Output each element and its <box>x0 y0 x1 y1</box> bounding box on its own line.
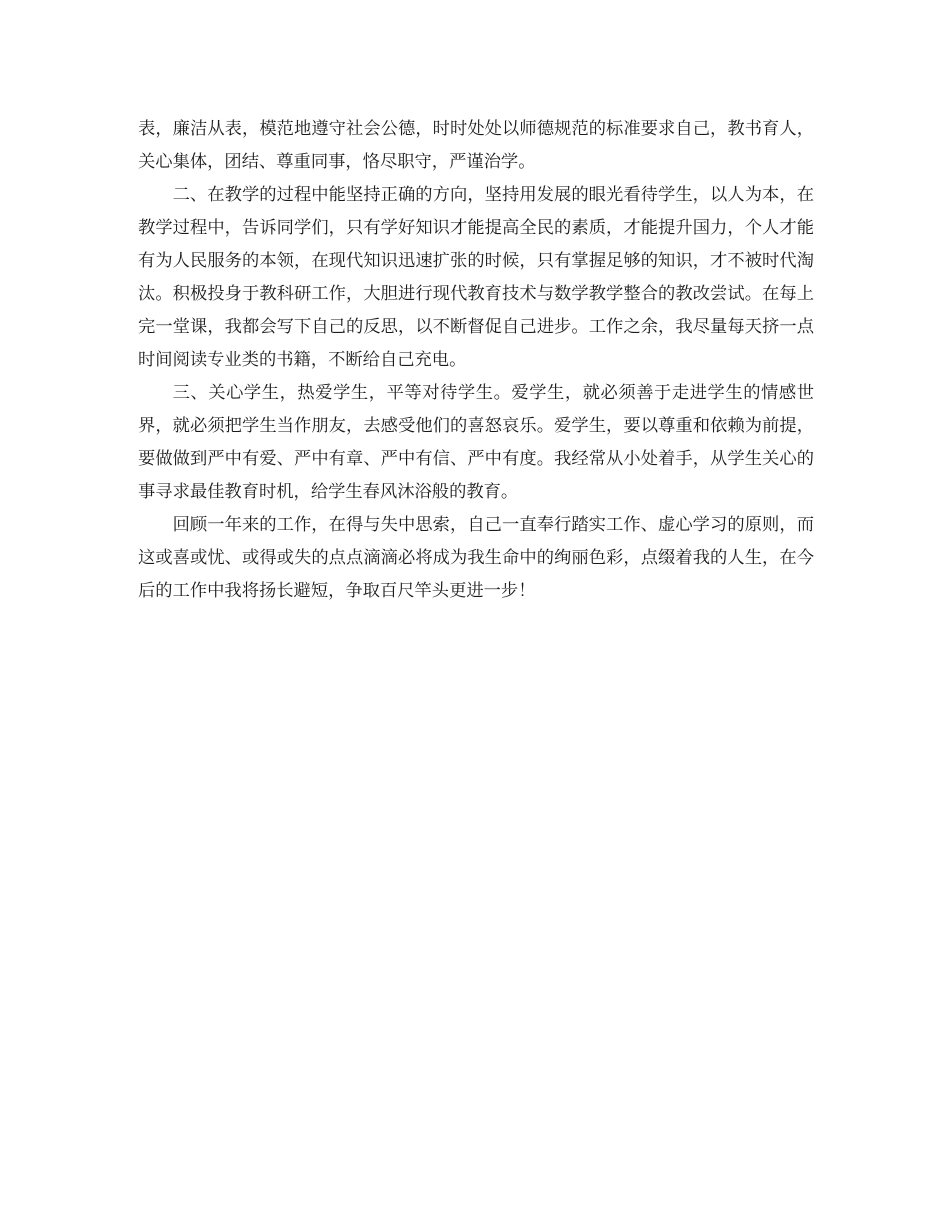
paragraph-1-continued: 表，廉洁从表，模范地遵守社会公德，时时处处以师德规范的标准要求自己，教书育人，关心集体，团结、尊重同事，恪尽职守，严谨治学。 <box>138 119 814 172</box>
paragraph-2: 二、在教学的过程中能坚持正确的方向，坚持用发展的眼光看待学生，以人为本，在教学过程中，告诉同学们，只有学好知识才能提高全民的素质，才能提升国力，个人才能有为人民服务的本领，在现代知识迅速扩张的时候，只有掌握足够的知识，才不被时代淘汰。积极投身于教科研工作，大胆进行现代教育技术与数学教学整合的教改尝试。在每上完一堂课，我都会写下自己的反思，以不断督促自己进步。工作之余，我尽量每天挤一点时间阅读专业类的书籍，不断给自己充电。 <box>138 185 814 370</box>
document-body <box>138 113 814 608</box>
paragraph-3: 三、关心学生，热爱学生，平等对待学生。爱学生，就必须善于走进学生的情感世界，就必须把学生当作朋友，去感受他们的喜怒哀乐。爱学生，要以尊重和依赖为前提，要做做到严中有爱、严中有章、严中有信、严中有度。我经常从小处着手，从学生关心的事寻求最佳教育时机，给学生春风沐浴般的教育。 <box>138 383 814 502</box>
paragraph-4: 回顾一年来的工作，在得与失中思索，自己一直奉行踏实工作、虚心学习的原则，而这或喜或忧、或得或失的点点滴滴必将成为我生命中的绚丽色彩，点缀着我的人生，在今后的工作中我将扬长避短，争取百尺竿头更进一步！ <box>138 515 814 601</box>
